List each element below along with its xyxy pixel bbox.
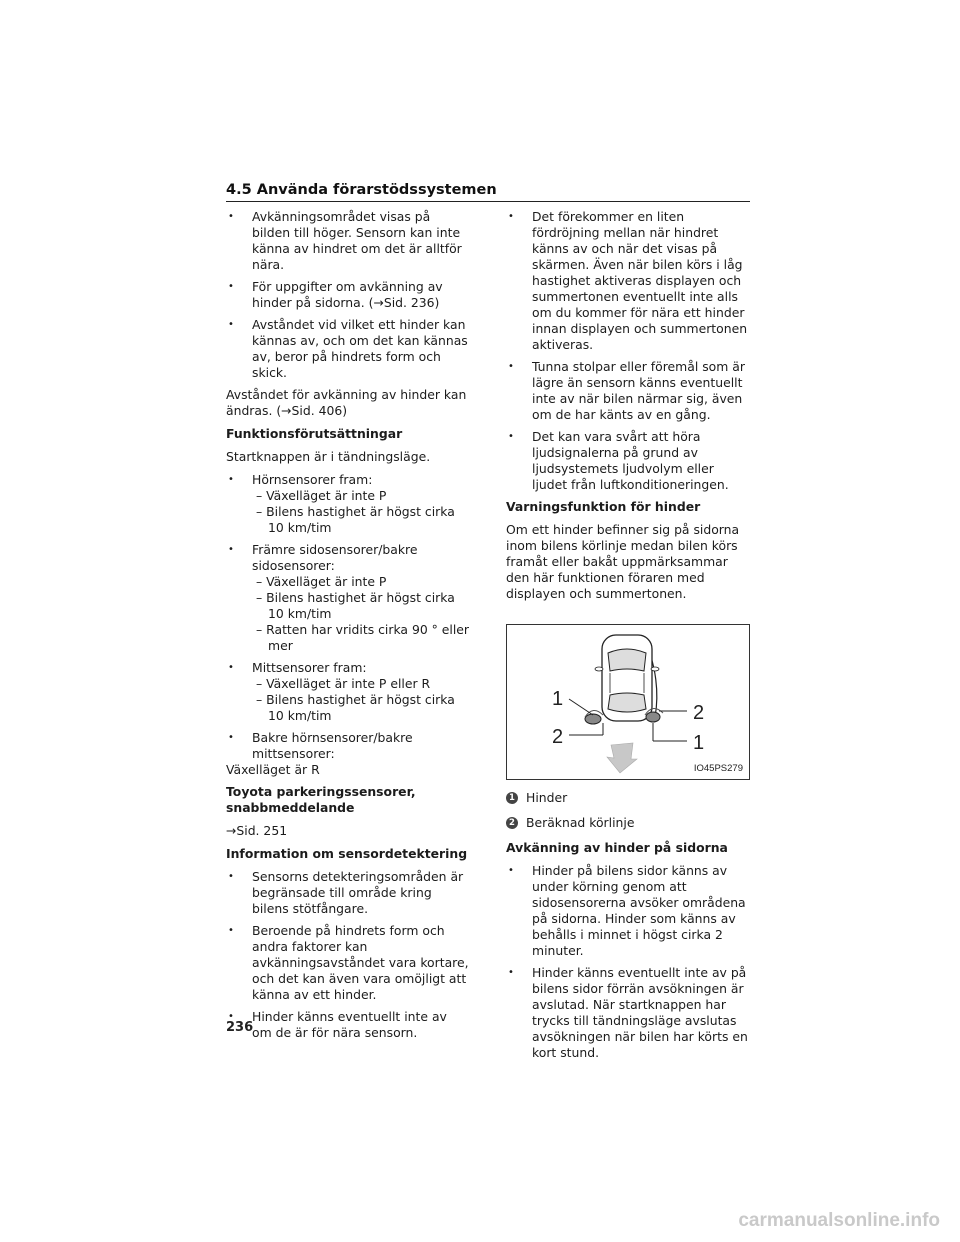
list-item: [226, 660, 470, 724]
paragraph: Om ett hinder befinner sig på sidorna inom bilens körlinje medan bilen körs framåt eller bakåt uppmärksammar den här funktionen föraren med displayen och summertonen.: [506, 522, 740, 601]
list-item: • Hinder känns eventuellt inte av om de är för nära sensorn.: [226, 1009, 470, 1041]
legend-text: Beräknad körlinje: [526, 815, 635, 830]
legend-item: [506, 790, 750, 806]
subheading-toyota: Toyota parkeringssensorer, snabbmeddelande: [226, 784, 416, 815]
callout-2-left: 2: [552, 726, 564, 748]
list-item: [226, 472, 470, 536]
callout-1-right: 1: [693, 732, 705, 754]
car-diagram-svg: [507, 625, 749, 779]
left-column: [226, 209, 470, 1047]
right-column: [506, 209, 750, 1067]
condition-line: – Bilens hastighet är högst cirka 10 km/tim: [256, 692, 455, 723]
list-item: • Hinder på bilens sidor känns av under körning genom att sidosensorerna avsöker områdena på sidorna. Hinder som känns av behålls i minnet i högst cirka 2 minuter.: [506, 863, 750, 959]
paragraph: Startknappen är i tändningsläge.: [226, 449, 431, 464]
section-header: [226, 179, 750, 202]
condition-line: – Bilens hastighet är högst cirka 10 km/tim: [256, 504, 455, 535]
condition-line: – Bilens hastighet är högst cirka 10 km/tim: [256, 590, 455, 621]
list-item: • Tunna stolpar eller föremål som är lägre än sensorn känns eventuellt inte av när bilen närmar sig, även om de har känts av en gång.: [506, 359, 750, 423]
condition-line: – Växelläget är inte P: [256, 488, 387, 503]
subheading-detection: Information om sensordetektering: [226, 846, 468, 861]
condition-title: • Hörnsensorer fram:: [252, 472, 373, 487]
legend-text: Hinder: [526, 790, 568, 805]
condition-title: • Mittsensorer fram:: [252, 660, 367, 675]
condition-line: – Växelläget är inte P eller R: [256, 676, 431, 691]
page-reference: →Sid. 251: [226, 823, 288, 838]
figure-code: IO45PS279: [693, 763, 743, 774]
page-number: 236: [226, 1020, 254, 1035]
section-title: 4.5 Använda förarstödssystemen: [226, 182, 497, 198]
list-item: • Hinder känns eventuellt inte av på bilens sidor förrän avsökningen är avslutad. När startknappen har trycks till tändningsläge avslutas avsökningen när bilen har körts en kort stund.: [506, 965, 750, 1061]
subheading-conditions: Funktionsförutsättningar: [226, 426, 403, 441]
list-item: [226, 730, 470, 778]
list-item: • Sensorns detekteringsområden är begränsade till område kring bilens stötfångare.: [226, 869, 470, 917]
callout-1-left: 1: [552, 688, 564, 710]
list-item: • Det förekommer en liten fördröjning mellan när hindret känns av och när det visas på skärmen. Även när bilen körs i låg hastighet aktiveras displayen och summertonen eventuellt inte alls om du kommer för nära ett hinder innan displayen och summertonen aktiveras.: [506, 209, 750, 353]
list-item: • Beroende på hindrets form och andra faktorer kan avkänningsavståndet vara kortare, och det kan även vara omöjligt att känna av ett hinder.: [226, 923, 470, 1003]
list-item: • Avståndet vid vilket ett hinder kan kännas av, och om det kan kännas av, beror på hindrets form och skick.: [226, 317, 470, 381]
condition-line: Växelläget är R: [226, 762, 320, 777]
condition-line: – Ratten har vridits cirka 90 ° eller mer: [256, 622, 470, 653]
list-item: • För uppgifter om avkänning av hinder på sidorna. (→Sid. 236): [226, 279, 470, 311]
list-item: • Avkänningsområdet visas på bilden till höger. Sensorn kan inte känna av hindret om det är alltför nära.: [226, 209, 470, 273]
legend-item: [506, 815, 750, 831]
subheading-side-detection: Avkänning av hinder på sidorna: [506, 840, 728, 855]
obstacle-right: [646, 712, 660, 722]
paragraph: Avståndet för avkänning av hinder kan ändras. (→Sid. 406): [226, 387, 467, 418]
sensor-diagram: [506, 624, 750, 780]
watermark: carmanualsonline.info: [738, 1210, 940, 1231]
list-item: • Det kan vara svårt att höra ljudsignalerna på grund av ljudsystemets ljudvolym eller ljudet från luftkonditioneringen.: [506, 429, 750, 493]
condition-line: – Växelläget är inte P: [256, 574, 387, 589]
subheading-warning: Varningsfunktion för hinder: [506, 499, 701, 514]
obstacle-left: [585, 714, 601, 724]
car-windshield: [608, 649, 646, 671]
condition-title: • Bakre hörnsensorer/bakre mittsensorer:: [252, 730, 413, 761]
leader-1-left: [569, 699, 593, 715]
condition-title: • Främre sidosensorer/bakre sidosensorer:: [252, 542, 418, 573]
list-item: [226, 542, 470, 654]
car-rear-window: [608, 693, 646, 712]
reverse-arrow: [607, 743, 637, 773]
number-badge: 2: [506, 817, 518, 829]
callout-2-right: 2: [693, 702, 705, 724]
number-badge: 1: [506, 792, 518, 804]
